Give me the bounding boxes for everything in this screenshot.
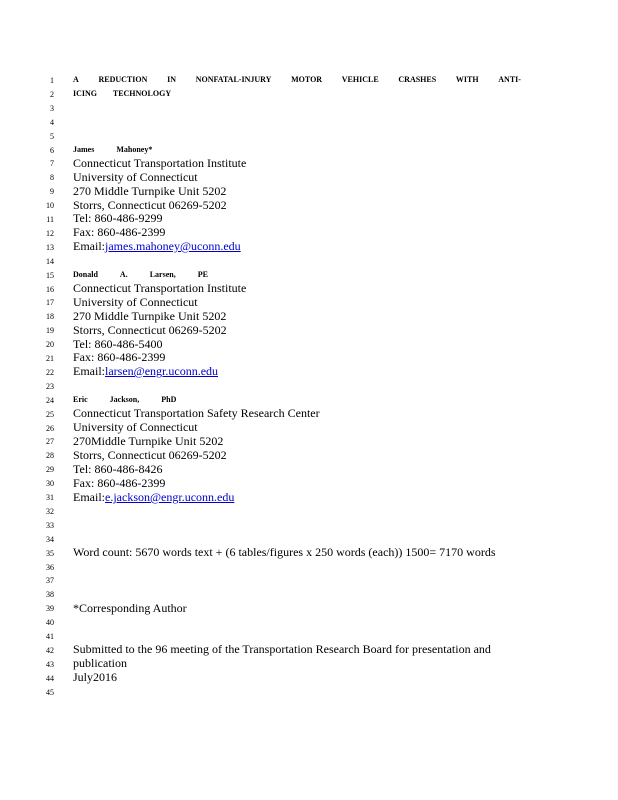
title-word: CRASHES bbox=[398, 75, 437, 84]
author-2-city: Storrs, Connecticut 06269-5202 bbox=[73, 323, 227, 337]
author-1-university: University of Connecticut bbox=[73, 170, 198, 184]
line-number: 27 bbox=[46, 437, 54, 447]
line-number: 45 bbox=[46, 687, 54, 697]
author-2-name bbox=[73, 270, 208, 280]
title-word: REDUCTION bbox=[98, 75, 148, 84]
author-name-part: Donald bbox=[73, 270, 98, 279]
author-2-university: University of Connecticut bbox=[73, 295, 198, 309]
author-1-email-link[interactable]: james.mahoney@uconn.edu bbox=[105, 239, 241, 253]
line-number: 25 bbox=[46, 409, 54, 419]
author-2-affiliation: Connecticut Transportation Institute bbox=[73, 281, 247, 295]
line-number: 24 bbox=[46, 395, 54, 405]
line-number: 9 bbox=[50, 187, 54, 197]
line-number: 19 bbox=[46, 326, 54, 336]
author-name-part: Larsen, bbox=[149, 270, 176, 279]
author-3-fax: Fax: 860-486-2399 bbox=[73, 476, 166, 490]
email-label: Email: bbox=[73, 490, 105, 504]
line-number: 36 bbox=[46, 562, 54, 572]
line-number: 26 bbox=[46, 423, 54, 433]
line-number: 15 bbox=[46, 270, 54, 280]
line-number: 31 bbox=[46, 493, 54, 502]
line-number: 16 bbox=[46, 284, 54, 294]
line-number: 30 bbox=[46, 479, 54, 489]
author-name-part: PhD bbox=[161, 395, 177, 404]
word-count: Word count: 5670 words text + (6 tables/figures x 250 words (each)) 1500= 7170 words bbox=[73, 545, 496, 559]
line-number: 18 bbox=[46, 312, 54, 322]
line-number: 35 bbox=[46, 548, 54, 558]
author-name-part: A. bbox=[119, 270, 128, 279]
line-number: 29 bbox=[46, 465, 54, 475]
line-number: 10 bbox=[46, 201, 54, 211]
author-3-email-link[interactable]: e.jackson@engr.uconn.edu bbox=[105, 490, 235, 504]
author-3-affiliation: Connecticut Transportation Safety Research Center bbox=[73, 406, 320, 420]
email-label: Email: bbox=[73, 364, 105, 378]
line-number: 4 bbox=[50, 117, 54, 127]
author-3-address: 270Middle Turnpike Unit 5202 bbox=[73, 434, 224, 448]
line-number: 28 bbox=[46, 451, 54, 461]
author-2-email-row bbox=[73, 364, 218, 378]
line-number: 22 bbox=[46, 367, 54, 377]
line-number: 13 bbox=[46, 242, 54, 252]
author-1-city: Storrs, Connecticut 06269-5202 bbox=[73, 198, 227, 212]
title-word: MOTOR bbox=[291, 75, 323, 84]
line-number: 7 bbox=[50, 159, 54, 169]
line-number: 6 bbox=[50, 145, 54, 155]
line-number: 39 bbox=[46, 604, 54, 614]
title-word: NONFATAL-INJURY bbox=[195, 75, 272, 84]
line-number: 14 bbox=[46, 256, 54, 266]
line-number: 2 bbox=[50, 89, 54, 99]
line-number: 8 bbox=[50, 173, 54, 183]
line-number: 3 bbox=[50, 103, 54, 113]
line-number: 40 bbox=[46, 618, 54, 628]
author-2-tel: Tel: 860-486-5400 bbox=[73, 337, 163, 351]
author-3-city: Storrs, Connecticut 06269-5202 bbox=[73, 448, 227, 462]
line-number: 33 bbox=[46, 520, 54, 530]
title-word: WITH bbox=[455, 75, 479, 84]
author-2-fax: Fax: 860-486-2399 bbox=[73, 350, 166, 364]
author-3-name bbox=[73, 395, 176, 405]
title-word: ANTI- bbox=[498, 75, 521, 84]
line-number: 20 bbox=[46, 340, 54, 350]
author-name-part: James bbox=[73, 145, 95, 154]
submission-statement-cont: publication bbox=[73, 656, 127, 670]
title-word: VEHICLE bbox=[341, 75, 379, 84]
title-word: A bbox=[73, 75, 79, 84]
line-number: 23 bbox=[46, 381, 54, 391]
line-number: 38 bbox=[46, 590, 54, 600]
line-number: 11 bbox=[46, 215, 54, 224]
author-1-email-row bbox=[73, 239, 241, 253]
line-number: 21 bbox=[46, 354, 54, 363]
author-name-part: Mahoney* bbox=[116, 145, 153, 154]
line-number: 42 bbox=[46, 645, 54, 655]
submission-date: July2016 bbox=[73, 670, 118, 684]
author-1-name bbox=[73, 145, 152, 155]
line-number: 17 bbox=[46, 298, 54, 308]
author-2-address: 270 Middle Turnpike Unit 5202 bbox=[73, 309, 227, 323]
author-3-university: University of Connecticut bbox=[73, 420, 198, 434]
author-2-email-link[interactable]: larsen@engr.uconn.edu bbox=[105, 364, 219, 378]
author-name-part: PE bbox=[197, 270, 208, 279]
title-line-2: ICING TECHNOLOGY bbox=[73, 89, 172, 98]
author-1-address: 270 Middle Turnpike Unit 5202 bbox=[73, 184, 227, 198]
line-number: 32 bbox=[46, 506, 54, 516]
line-number: 44 bbox=[46, 673, 54, 683]
author-name-part: Jackson, bbox=[109, 395, 140, 404]
author-1-fax: Fax: 860-486-2399 bbox=[73, 225, 166, 239]
author-3-tel: Tel: 860-486-8426 bbox=[73, 462, 163, 476]
title-word: IN bbox=[167, 75, 176, 84]
line-number: 34 bbox=[46, 534, 54, 544]
author-name-part: Eric bbox=[73, 395, 88, 404]
line-number: 1 bbox=[50, 76, 54, 85]
author-1-tel: Tel: 860-486-9299 bbox=[73, 211, 163, 225]
line-number: 43 bbox=[46, 659, 54, 669]
line-number: 5 bbox=[50, 131, 54, 141]
email-label: Email: bbox=[73, 239, 105, 253]
author-3-email-row bbox=[73, 490, 234, 504]
line-number: 41 bbox=[46, 632, 54, 641]
submission-statement: Submitted to the 96 meeting of the Transportation Research Board for presentation and bbox=[73, 642, 491, 656]
line-number: 12 bbox=[46, 228, 54, 238]
title-line-1 bbox=[73, 75, 521, 85]
corresponding-author-note: *Corresponding Author bbox=[73, 601, 187, 615]
author-1-affiliation: Connecticut Transportation Institute bbox=[73, 156, 247, 170]
line-number: 37 bbox=[46, 576, 54, 586]
